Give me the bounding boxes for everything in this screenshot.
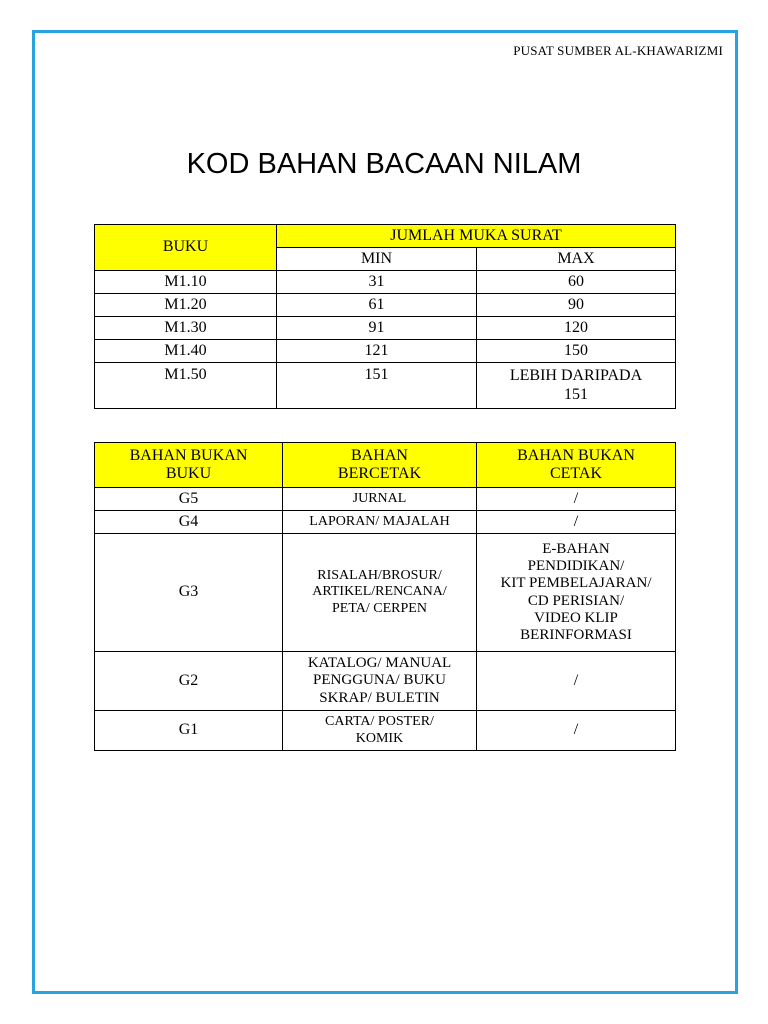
- table-row: [95, 271, 676, 294]
- page-min: 91: [277, 317, 477, 340]
- page-min: 31: [277, 271, 477, 294]
- header-buku: BUKU: [95, 225, 277, 271]
- printed-material: [283, 711, 477, 751]
- cell-line: BERINFORMASI: [520, 627, 632, 643]
- page-max: 90: [477, 294, 676, 317]
- non-printed-material: /: [477, 511, 676, 534]
- printed-material: LAPORAN/ MAJALAH: [283, 511, 477, 534]
- cell-line: PETA/ CERPEN: [332, 600, 427, 616]
- printed-material: JURNAL: [283, 488, 477, 511]
- cell-line: ARTIKEL/RENCANA/: [312, 584, 447, 600]
- header-line: CETAK: [549, 465, 603, 482]
- header-bahan-bercetak: [283, 443, 477, 488]
- header-bahan-bukan-buku: [95, 443, 283, 488]
- page-max-line: 151: [564, 385, 588, 403]
- cell-line: CARTA/ POSTER/: [325, 714, 434, 730]
- cell-line: VIDEO KLIP: [534, 609, 618, 626]
- cell-line: E-BAHAN: [542, 540, 610, 557]
- table-row: [95, 488, 676, 511]
- table-row: [95, 294, 676, 317]
- table-row: [95, 317, 676, 340]
- non-printed-material: /: [477, 711, 676, 751]
- cell-line: KATALOG/ MANUAL: [307, 655, 452, 672]
- header-line: BERCETAK: [337, 465, 422, 482]
- reading-code-table-non-books: [94, 442, 676, 751]
- header-organization: PUSAT SUMBER AL-KHAWARIZMI: [513, 43, 723, 58]
- reading-code-table-books: [94, 224, 676, 409]
- non-printed-material: /: [477, 488, 676, 511]
- header-bahan-bukan-cetak: [477, 443, 676, 488]
- page-max: 150: [477, 340, 676, 363]
- table-row: [95, 363, 676, 409]
- book-code: M1.50: [95, 363, 277, 409]
- printed-material: [283, 534, 477, 652]
- material-code: G2: [95, 652, 283, 711]
- header-line: BAHAN BUKAN: [129, 446, 248, 464]
- cell-line: CD PERISIAN/: [527, 592, 625, 609]
- material-code: G1: [95, 711, 283, 751]
- header-min: MIN: [277, 248, 477, 271]
- table-row: [95, 534, 676, 652]
- printed-material: [283, 652, 477, 711]
- book-code: M1.40: [95, 340, 277, 363]
- cell-line: KOMIK: [355, 730, 404, 746]
- table-row: [95, 711, 676, 751]
- page-max: [477, 363, 676, 409]
- book-code: M1.20: [95, 294, 277, 317]
- page-max-line: LEBIH DARIPADA: [509, 367, 643, 385]
- non-printed-material: /: [477, 652, 676, 711]
- table-row: [95, 340, 676, 363]
- header-jumlah-muka-surat: JUMLAH MUKA SURAT: [277, 225, 676, 248]
- page-min: 151: [277, 363, 477, 409]
- header-line: BAHAN BUKAN: [517, 446, 635, 464]
- material-code: G3: [95, 534, 283, 652]
- non-printed-material: [477, 534, 676, 652]
- page-min: 121: [277, 340, 477, 363]
- table-row: [95, 652, 676, 711]
- page-max: 60: [477, 271, 676, 294]
- header-line: BAHAN: [351, 446, 408, 464]
- header-line: BUKU: [165, 465, 212, 482]
- header-max: MAX: [477, 248, 676, 271]
- material-code: G5: [95, 488, 283, 511]
- cell-line: PENGGUNA/ BUKU: [313, 672, 446, 689]
- table-row: [95, 511, 676, 534]
- book-code: M1.30: [95, 317, 277, 340]
- cell-line: RISALAH/BROSUR/: [317, 568, 442, 584]
- book-code: M1.10: [95, 271, 277, 294]
- page-title: KOD BAHAN BACAAN NILAM: [186, 148, 582, 180]
- cell-line: SKRAP/ BULETIN: [319, 689, 440, 706]
- cell-line: PENDIDIKAN/: [527, 558, 625, 574]
- page-max: 120: [477, 317, 676, 340]
- material-code: G4: [95, 511, 283, 534]
- page-min: 61: [277, 294, 477, 317]
- cell-line: KIT PEMBELAJARAN/: [500, 575, 652, 592]
